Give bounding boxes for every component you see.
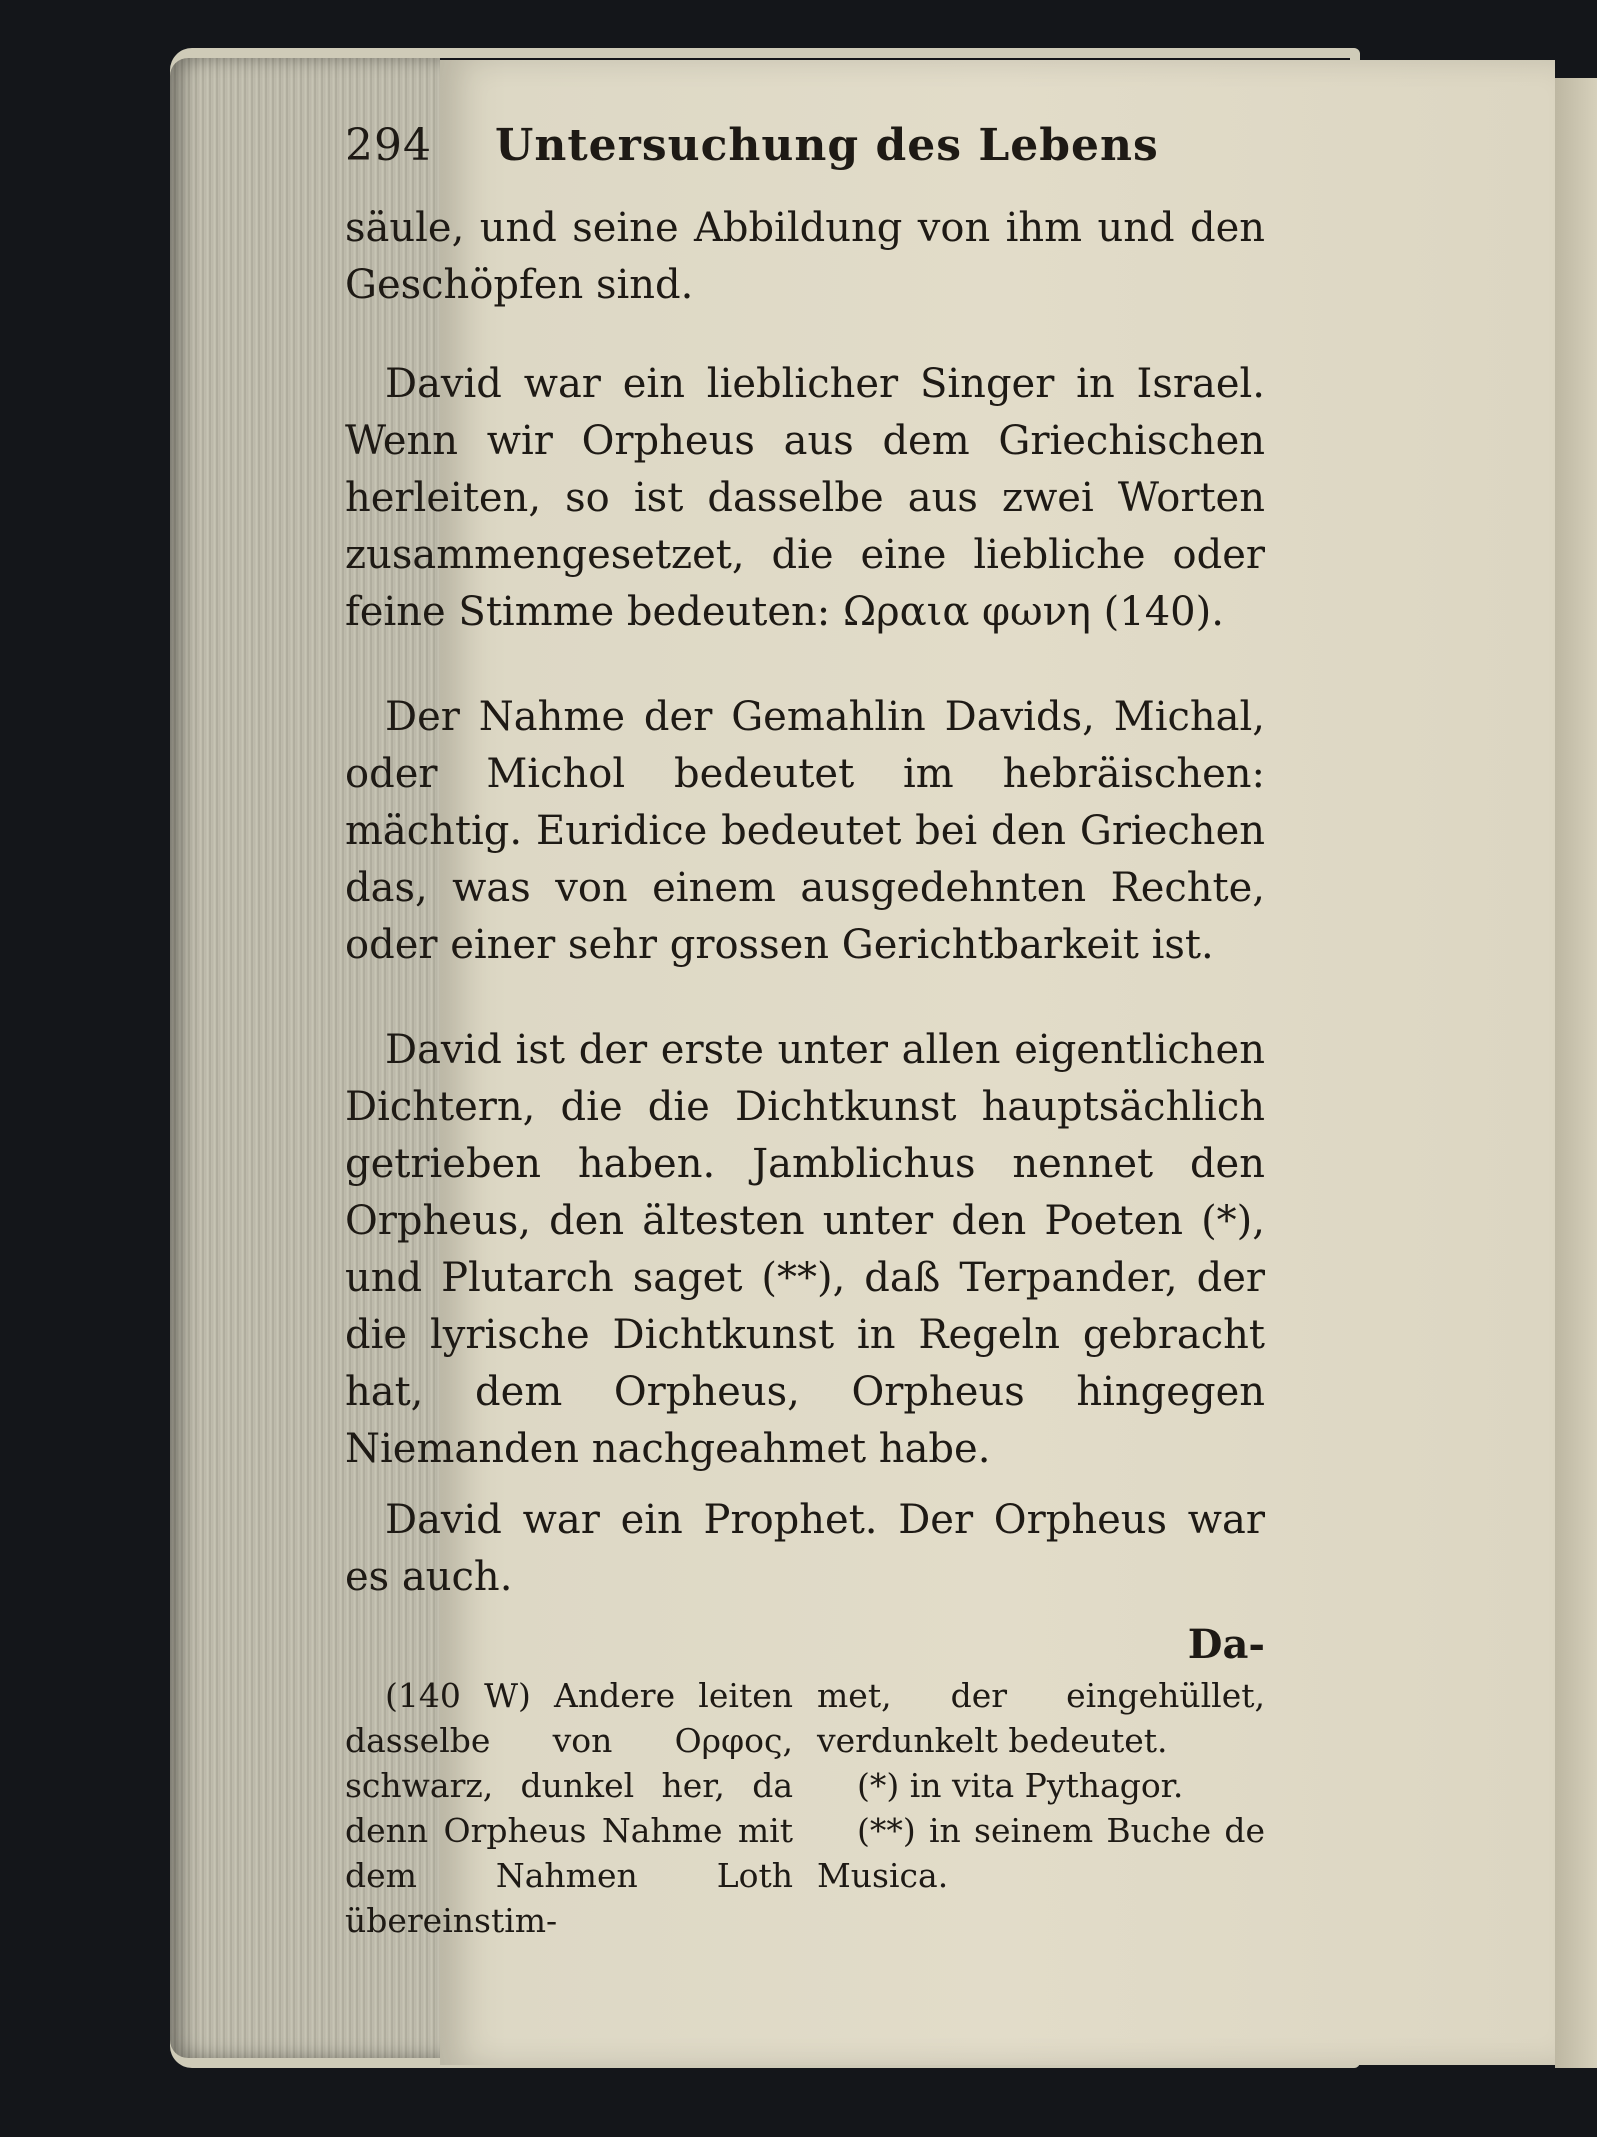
catchword: Da- bbox=[1187, 1621, 1265, 1668]
footnote-140: (140 W) Andere leiten dasselbe von Ορφος, schwarz, dunkel her, da denn Orpheus Nahme mit dem Nahmen Loth übereinstim- bbox=[345, 1676, 793, 1940]
page-text bbox=[345, 120, 1265, 1943]
page-number: 294 bbox=[345, 120, 432, 171]
facing-page-edge bbox=[1555, 78, 1597, 2068]
footnote-column-left bbox=[345, 1673, 793, 1943]
footnote-star: (*) in vita Pythagor. bbox=[857, 1766, 1184, 1805]
footnotes bbox=[345, 1673, 1265, 1943]
paragraph-2: David war ein lieblicher Singer in Israel. Wenn wir Orpheus aus dem Griechischen herleiten, so ist dasselbe aus zwei Worten zusammengesetzet, die eine liebliche oder feine Stimme bedeuten: Ωραια φωνη (140). bbox=[345, 361, 1265, 635]
paragraph-4: David ist der erste unter allen eigentlichen Dichtern, die die Dichtkunst hauptsächlich getrieben haben. Jamblichus nennet den Orpheus, den ältesten unter den Poeten (*), und Plutarch saget (**), daß Terpander, der die lyrische Dichtkunst in Regeln gebracht hat, dem Orpheus, Orpheus hingegen Niemanden nachgeahmet habe. bbox=[345, 1027, 1265, 1472]
paragraph-1: säule, und seine Abbildung von ihm und den Geschöpfen sind. bbox=[345, 205, 1265, 308]
paragraph-5: David war ein Prophet. Der Orpheus war es auch. bbox=[345, 1497, 1265, 1600]
footnote-column-right bbox=[817, 1673, 1265, 1943]
page-header bbox=[345, 120, 1265, 200]
running-title: Untersuchung des Lebens bbox=[495, 120, 1159, 171]
footnote-double-star: (**) in seinem Buche de Musica. bbox=[817, 1811, 1265, 1895]
footnote-140-continuation: met, der eingehüllet, verdunkelt bedeutet. bbox=[817, 1676, 1265, 1760]
paragraph-3: Der Nahme der Gemahlin Davids, Michal, oder Michol bedeutet im hebräischen: mächtig. Euridice bedeutet bei den Griechen das, was von einem ausgedehnten Rechte, oder einer sehr grossen Gerichtbarkeit ist. bbox=[345, 694, 1265, 968]
